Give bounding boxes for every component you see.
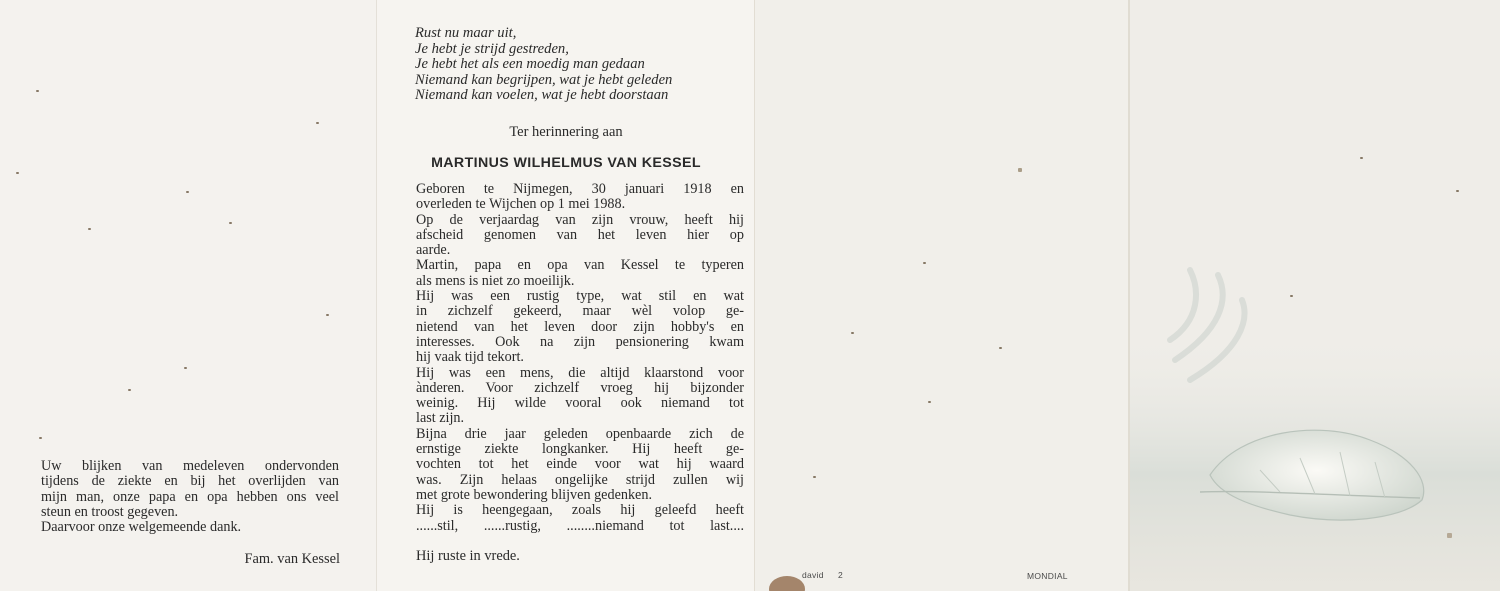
bio-line: ànderen. Voor zichzelf vroeg hij bijzonder (416, 380, 744, 396)
thanks-line: mijn man, onze papa en opa hebben ons veel (41, 488, 339, 505)
paper-speck (88, 228, 91, 230)
paper-speck (186, 191, 189, 193)
thanks-line: Daarvoor onze welgemeende dank. (41, 519, 242, 536)
remembrance-intro: Ter herinnering aan (509, 124, 623, 140)
bio-line: interesses. Ook na zijn pensionering kwam (416, 334, 744, 350)
print-series-mark: david (802, 570, 824, 580)
bio-line: Hij was een rustig type, wat stil en wat (416, 289, 744, 305)
bio-line: nietend van het leven door zijn hobby's en (416, 319, 744, 335)
bio-line: Geboren te Nijmegen, 30 januari 1918 en (416, 182, 744, 197)
paper-speck (928, 401, 931, 403)
paper-speck (39, 437, 42, 439)
bio-line: in zichzelf gekeerd, maar wèl volop ge- (416, 304, 744, 320)
bio-line: ernstige ziekte longkanker. Hij heeft ge- (416, 442, 744, 458)
paper-speck (1018, 168, 1022, 172)
bio-line: hij vaak tijd tekort. (416, 350, 524, 366)
paper-speck (813, 476, 816, 478)
thanks-line: steun en troost gegeven. (41, 503, 179, 520)
paper-speck (326, 314, 329, 316)
publisher-mark: MONDIAL (1027, 571, 1068, 581)
poem-line: Rust nu maar uit, (415, 25, 517, 41)
paper-speck (36, 90, 39, 92)
bio-line: met grote bewondering blijven gedenken. (416, 487, 652, 503)
closing-line: Hij ruste in vrede. (416, 548, 520, 564)
bio-line: was. Zijn helaas ongelijke strijd zullen wij (416, 472, 744, 488)
paper-speck (923, 262, 926, 264)
bio-line: ......stil, ......rustig, ........niemand tot last.... (416, 518, 744, 534)
card-panel-thanks (0, 0, 376, 591)
paper-speck (128, 389, 131, 391)
memorial-poem (415, 26, 745, 104)
poem-line: Niemand kan begrijpen, wat je hebt geleden (415, 71, 673, 88)
bio-line: Op de verjaardag van zijn vrouw, heeft hij (416, 212, 744, 228)
bio-line: weinig. Hij wilde vooral ook niemand tot (416, 396, 744, 412)
bio-line: Martin, papa en opa van Kessel te typeren (416, 258, 744, 274)
poem-line: Je hebt het als een moedig man gedaan (415, 56, 645, 73)
thanks-text (41, 459, 339, 535)
paper-speck (16, 172, 19, 174)
thanks-line: tijdens de ziekte en bij het overlijden van (41, 473, 339, 490)
thanks-line: Uw blijken van medeleven ondervonden (41, 458, 339, 474)
print-number-mark: 2 (838, 570, 844, 580)
bio-line: last zijn. (416, 411, 465, 427)
paper-speck (229, 222, 232, 224)
poem-line: Niemand kan voelen, wat je hebt doorstaan (415, 87, 669, 104)
bio-line: afscheid genomen van het leven hier op (416, 227, 744, 243)
bio-line: Hij was een mens, die altijd klaarstond voor (416, 365, 744, 381)
paper-speck (316, 122, 319, 124)
poem-line: Je hebt je strijd gestreden, (415, 40, 569, 57)
card-panel-front (1128, 0, 1500, 591)
bio-line: Hij is heengegaan, zoals hij geleefd heeft (416, 503, 744, 519)
bio-line: als mens is niet zo moeilijk. (416, 273, 575, 289)
paper-stain (769, 576, 805, 591)
paper-speck (184, 367, 187, 369)
deceased-name: MARTINUS WILHELMUS VAN KESSEL (431, 155, 701, 171)
bio-line: vochten tot het einde voor wat hij waard (416, 457, 744, 473)
bio-line: overleden te Wijchen op 1 mei 1988. (416, 197, 626, 213)
card-panel-memorial (376, 0, 755, 591)
paper-speck (851, 332, 854, 334)
paper-speck (999, 347, 1002, 349)
biography-text (416, 182, 744, 534)
card-panel-back (754, 0, 1129, 591)
leaf-embossed-icon (1130, 0, 1500, 591)
family-signature: Fam. van Kessel (244, 551, 340, 567)
bio-line: aarde. (416, 243, 451, 259)
bio-line: Bijna drie jaar geleden openbaarde zich de (416, 426, 744, 442)
